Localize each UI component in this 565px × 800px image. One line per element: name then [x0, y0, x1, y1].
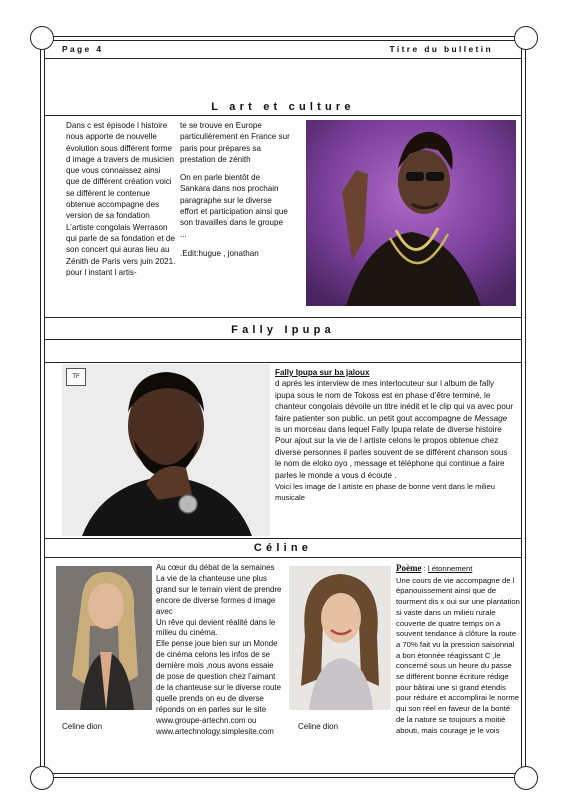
caption-celine-right: Celine dion: [298, 722, 339, 731]
logo-badge: TF: [66, 368, 86, 386]
frame-corner-ornament: [514, 766, 538, 790]
poem-text: Une cours de vie accompagne de l épanouissement ainsi que de tourment dis x oui sur une plantation si vaste dans un milieu rurale couverte de quatre temps on a souvent tendance à clôture la route a 70% fait vu la pression saisonnal a bon étonnée réagissant C ,le concerné sous un heure du passe se différent bonne écriture rédige pour bâtirai une si grand étendis pour réduire et accomplirai le norme qui son réel en faveur de la bonté de la nature se toujours a moitié abouti, mais courage je le vois: [396, 575, 520, 735]
frame-corner-ornament: [30, 26, 54, 50]
section-rule: [44, 317, 522, 318]
poem-title: l étonnement: [427, 564, 473, 573]
fally-ipupa-photo: [62, 364, 270, 536]
poem-column: Poème : l étonnement Une cours de vie accompagne de l épanouissement ainsi que de tourment dis x oui sur une plantation si vaste dans un milieu rurale couverte de quatre temps on a souvent tendance à clôture la route a 70% fait vu la pression saisonnal a bon étonnée réagissant C ,le concerné sous un heure du passe se différent bonne écriture rédige pour bâtirai une si grand étendis pour réduire et accomplirai le norme qui son réel en faveur de la bonté de la nature se toujours a moitié abouti, mais courage je le vois: [396, 563, 520, 735]
art-culture-column-1: Dans c est épisode l histoire nous apporte de nouvelle évolution sous différent forme d image a travers de musicien que vous connaissez ainsi que de différent création voici se différent le contenue obtenue accompagne des version de sa fondation L’artiste congolais Werrason qui parle de sa fondation et de son concert qui auras lieu au Zénith de Paris vers juin 2021. pour l instant l artis-: [66, 121, 176, 277]
section-rule: [44, 339, 522, 340]
section-rule: [44, 538, 522, 539]
section-rule: [44, 362, 522, 363]
section-rule: [44, 557, 522, 558]
editor-credit: .Edit:hugue , jonathan: [180, 248, 259, 258]
bulletin-title: Titre du bulletin: [389, 44, 493, 54]
fally-ipupa-heading: Fally Ipupa sur ba jaloux: [275, 368, 370, 377]
page-number: Page 4: [62, 44, 104, 54]
caption-celine-left: Celine dion: [62, 722, 103, 731]
frame-corner-ornament: [514, 26, 538, 50]
werrason-photo: [306, 120, 516, 306]
celine-dion-photo-right: [289, 566, 391, 710]
fally-ipupa-article: Fally Ipupa sur ba jaloux d aprés les interview de mes interlocuteur sur l album de fally ipupa sous le nom de Tokoss est en phase d’être terminé, le chanteur congolais dévoile un titre inédit et le clip qui va avec pour faire patienter son public. un petit gout accompagne de Message is un morceau dans lequel Fally Ipupa relate de diverse histoire Pour ajout sur la vie de l artiste celons le propos obtenue chez diverse personnes il parles souvent de se différent chanson sous le nom de eloko oyo , message et téléphone qui continue a faire parles le monde a vous d écoute . Voici les image de l artiste en phase de bonne vent dans le milieu musicale: [275, 368, 514, 503]
header-rule: [44, 58, 522, 59]
section-title-art-culture: L art et culture: [211, 101, 355, 113]
celine-article: Au cœur du débat de la semaines La vie de la chanteuse une plus grand sur le terrain vient de prendre encore de diverse formes d image avec Un rêve qui devient réalité dans le milieu du cinéma. Elle pense joue bien sur un Monde de cinéma celons les infos de se dernière mois ,nous avons essaie de pose de question chez l’aimant de la chanteuse sur le diverse route quelle prends on eu de diverse réponds on en parles sur le site www.groupe-artechn.com ou www.artechnology.simplesite.com: [156, 563, 282, 736]
frame-corner-ornament: [30, 766, 54, 790]
section-rule: [44, 115, 522, 116]
poem-label: Poème: [396, 563, 422, 573]
section-title-fally-ipupa: Fally Ipupa: [231, 324, 335, 336]
section-title-celine: Céline: [253, 542, 313, 554]
art-culture-column-2: te se trouve en Europe particulièrement en France sur paris pour prépares sa prestation de zénith On en parle bientôt de Sankara dans nos prochain paragraphe sur le diverse effort et participation ainsi que son travailles dans le groupe ... .Edit:hugue , jonathan: [180, 120, 292, 259]
celine-dion-photo-left: [56, 566, 152, 710]
